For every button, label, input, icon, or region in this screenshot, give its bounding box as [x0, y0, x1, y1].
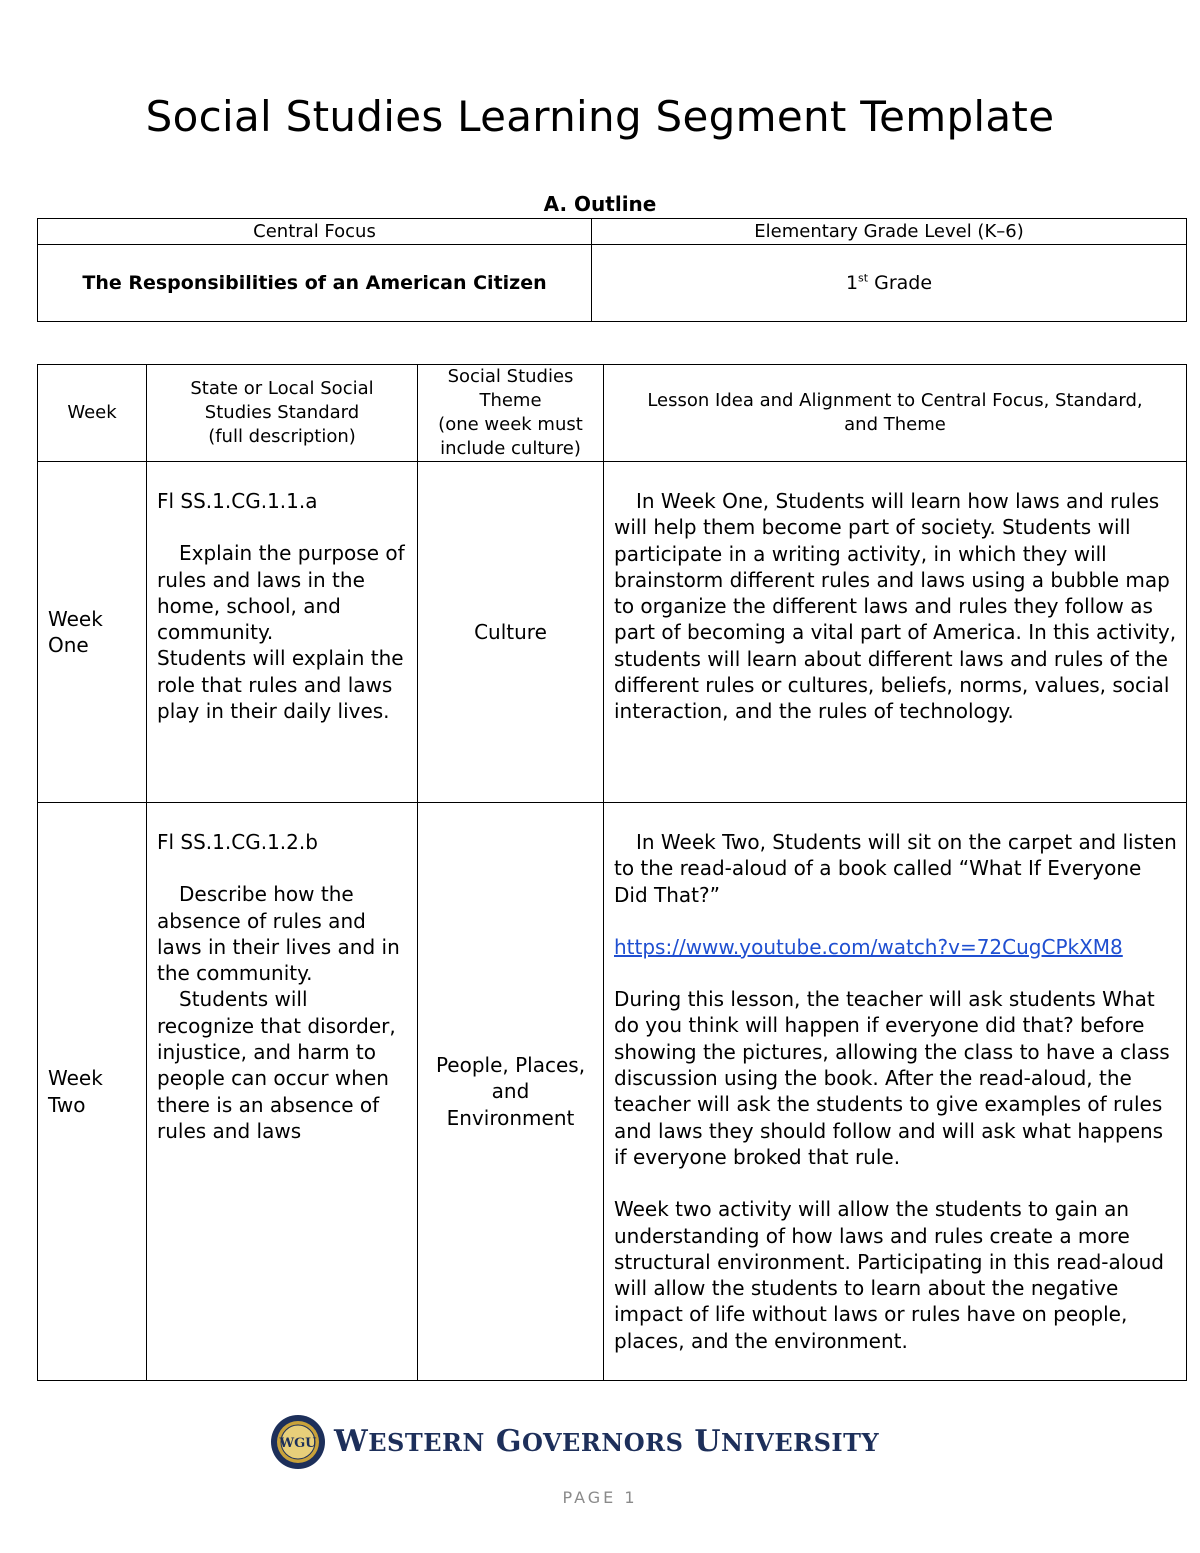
standard-code: Fl SS.1.CG.1.1.a: [157, 489, 318, 513]
theme-cell: [418, 803, 604, 1381]
theme-cell: Culture: [418, 462, 604, 803]
grade-level-value: [592, 245, 1187, 322]
week-label: [38, 462, 147, 803]
standard-detail: Students will explain the role that rules and laws play in their daily lives.: [157, 646, 404, 724]
standard-cell: [147, 462, 418, 803]
wgu-seal-icon: [270, 1414, 326, 1470]
week-label: [38, 803, 147, 1381]
header-standard-line3: (full description): [208, 426, 356, 447]
lesson-cell: [604, 462, 1187, 803]
standard-cell: [147, 803, 418, 1381]
lesson-cell: [604, 803, 1187, 1381]
segment-row-week-one: [38, 462, 1187, 803]
lesson-paragraph: During this lesson, the teacher will ask students What do you think will happen if everyone did that? before showing the pictures, allowing the class to have a class discussion using the book. After the read-aloud, the teacher will ask the students to give examples of rules and laws they should follow and will ask what happens if everyone broked that rule.: [614, 987, 1170, 1169]
learning-segment-table: [37, 364, 1187, 1381]
header-lesson-line1: Lesson Idea and Alignment to Central Focus, Standard,: [647, 390, 1143, 411]
central-focus-label: Central Focus: [38, 219, 592, 245]
grade-suffix: st: [858, 271, 869, 285]
wgu-logo: [270, 1414, 890, 1470]
standard-detail: Students will recognize that disorder, injustice, and harm to people can occur when there is an absence of rules and laws: [157, 987, 396, 1143]
grade-level-label: Elementary Grade Level (K–6): [592, 219, 1187, 245]
document-title: Social Studies Learning Segment Template: [145, 92, 1055, 141]
lesson-paragraph: In Week One, Students will learn how laws and rules will help them become part of society. Students will participate in a writing activity, in which they will brainstorm different rules and laws using a bubble map to organize the different laws and rules they follow as part of becoming a vital part of America. In this activity, students will learn about different laws and rules of the different rules or cultures, beliefs, norms, values, social interaction, and the rules of technology.: [614, 489, 1177, 724]
header-theme-line4: include culture): [440, 438, 581, 459]
header-standard-line2: Studies Standard: [204, 402, 360, 423]
video-link[interactable]: https://www.youtube.com/watch?v=72CugCPkXM8: [614, 934, 1123, 959]
week-label-text: Week One: [48, 606, 103, 657]
header-standard: [147, 365, 418, 462]
standard-description: Describe how the absence of rules and laws in their lives and in the community.: [157, 882, 400, 986]
standard-description: Explain the purpose of rules and laws in the home, school, and community.: [157, 541, 405, 645]
central-focus-value: The Responsibilities of an American Citizen: [38, 245, 592, 322]
grade-word: Grade: [868, 272, 933, 294]
header-theme-line2: Theme: [479, 390, 542, 411]
wgu-wordmark: [334, 1424, 879, 1459]
wordmark-u: U: [694, 1424, 722, 1459]
outline-table: [37, 218, 1187, 322]
segment-row-week-two: [38, 803, 1187, 1381]
header-week: Week: [38, 365, 147, 462]
page-number: PAGE 1: [562, 1488, 638, 1507]
header-lesson: [604, 365, 1187, 462]
wordmark-estern: ESTERN: [368, 1428, 485, 1457]
header-standard-line1: State or Local Social: [190, 378, 374, 399]
lesson-paragraph: Week two activity will allow the students to gain an understanding of how laws and rules create a more structural environment. Participating in this read-aloud will allow the students to learn about the negative impact of life without laws or rules have on people, places, and the environment.: [614, 1197, 1164, 1353]
week-label-text: Week Two: [48, 1066, 103, 1117]
standard-code: Fl SS.1.CG.1.2.b: [157, 830, 318, 854]
header-theme-line1: Social Studies: [447, 366, 574, 387]
wordmark-g: G: [495, 1424, 522, 1459]
header-theme-line3: (one week must: [438, 414, 583, 435]
wordmark-w: W: [334, 1424, 369, 1459]
lesson-paragraph: In Week Two, Students will sit on the carpet and listen to the read-aloud of a book called “What If Everyone Did That?”: [614, 830, 1177, 907]
wordmark-overnors: OVERNORS: [521, 1428, 684, 1457]
header-theme: [418, 365, 604, 462]
seal-letters: WGU: [279, 1436, 317, 1451]
wordmark-niversity: NIVERSITY: [721, 1428, 880, 1457]
section-heading: A. Outline: [543, 192, 657, 216]
grade-number: 1: [845, 272, 859, 294]
segment-header-row: [38, 365, 1187, 462]
theme-text: People, Places, and Environment: [435, 1053, 586, 1130]
header-lesson-line2: and Theme: [844, 414, 946, 435]
